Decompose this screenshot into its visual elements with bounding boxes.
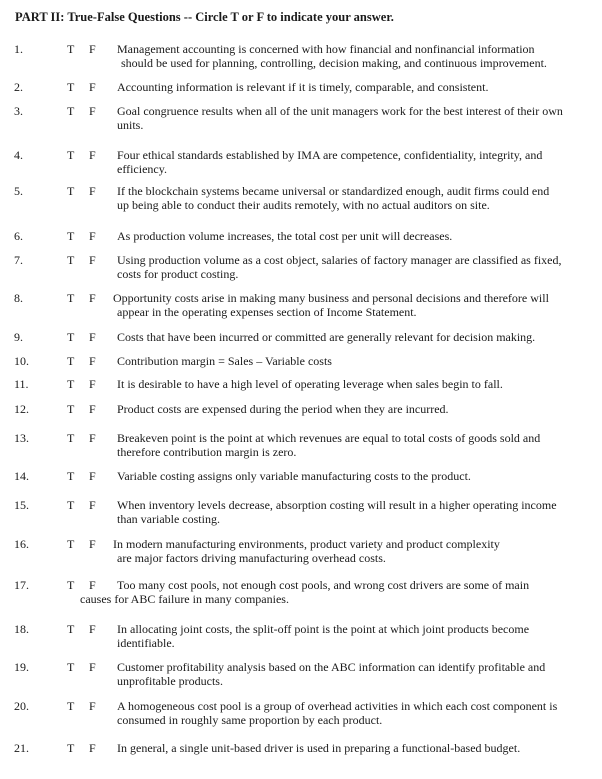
- question-text-line: Management accounting is concerned with how financial and nonfinancial information: [117, 42, 535, 56]
- question-text-line: Too many cost pools, not enough cost pools, and wrong cost drivers are some of main: [117, 578, 530, 592]
- question-text-line: Opportunity costs arise in making many business and personal decisions and therefore will: [113, 291, 549, 305]
- true-option[interactable]: T: [67, 148, 75, 162]
- question-number: 10.: [14, 354, 29, 368]
- question-number: 16.: [14, 537, 29, 551]
- question-number: 2.: [14, 80, 23, 94]
- question-text-line: Customer profitability analysis based on the ABC information can identify profitable and: [117, 660, 546, 674]
- question-text-line: than variable costing.: [117, 512, 220, 526]
- false-option[interactable]: F: [89, 291, 96, 305]
- true-option[interactable]: T: [67, 330, 75, 344]
- question-text-line: costs for product costing.: [117, 267, 239, 281]
- question-text: [80, 578, 589, 606]
- question-text-line: Using production volume as a cost object, salaries of factory manager are classified as fixed,: [117, 253, 562, 267]
- true-option[interactable]: T: [67, 578, 75, 592]
- question-text: [117, 104, 589, 132]
- question-text: [117, 354, 589, 368]
- question-text-line: When inventory levels decrease, absorption costing will result in a higher operating income: [117, 498, 557, 512]
- question-text-line: Accounting information is relevant if it is timely, comparable, and consistent.: [117, 80, 489, 94]
- question-number: 11.: [14, 377, 29, 391]
- false-option[interactable]: F: [89, 431, 96, 445]
- question-text-line: up being able to conduct their audits remotely, with no actual auditors on site.: [117, 198, 490, 212]
- true-option[interactable]: T: [67, 469, 75, 483]
- true-option[interactable]: T: [67, 498, 75, 512]
- true-option[interactable]: T: [67, 699, 75, 713]
- question-text-line: Four ethical standards established by IMA are competence, confidentiality, integrity, and: [117, 148, 543, 162]
- false-option[interactable]: F: [89, 660, 96, 674]
- true-option[interactable]: T: [67, 660, 75, 674]
- question-text-line: A homogeneous cost pool is a group of overhead activities in which each cost component is: [117, 699, 558, 713]
- question-number: 20.: [14, 699, 29, 713]
- false-option[interactable]: F: [89, 330, 96, 344]
- question-text: [117, 741, 589, 755]
- question-text-line: Costs that have been incurred or committed are generally relevant for decision making.: [117, 330, 536, 344]
- question-text-line: Product costs are expensed during the period when they are incurred.: [117, 402, 449, 416]
- question-text-line: causes for ABC failure in many companies.: [80, 592, 289, 606]
- false-option[interactable]: F: [89, 104, 96, 118]
- question-text: [113, 537, 585, 565]
- question-text-line: appear in the operating expenses section of Income Statement.: [117, 305, 417, 319]
- question-text-line: unprofitable products.: [117, 674, 223, 688]
- false-option[interactable]: F: [89, 498, 96, 512]
- question-text: [117, 148, 589, 176]
- true-option[interactable]: T: [67, 377, 75, 391]
- true-option[interactable]: T: [67, 291, 75, 305]
- question-text-line: In allocating joint costs, the split-off point is the point at which joint products become: [117, 622, 530, 636]
- true-option[interactable]: T: [67, 104, 75, 118]
- false-option[interactable]: F: [89, 80, 96, 94]
- question-number: 4.: [14, 148, 23, 162]
- question-text-line: Contribution margin = Sales – Variable costs: [117, 354, 332, 368]
- question-number: 3.: [14, 104, 23, 118]
- question-number: 1.: [14, 42, 23, 56]
- question-text-line: Breakeven point is the point at which revenues are equal to total costs of goods sold and: [117, 431, 541, 445]
- question-number: 7.: [14, 253, 23, 267]
- question-text-line: consumed in roughly same proportion by each product.: [117, 713, 383, 727]
- false-option[interactable]: F: [89, 578, 96, 592]
- question-text: [113, 291, 585, 319]
- false-option[interactable]: F: [89, 148, 96, 162]
- question-text: [117, 42, 589, 70]
- question-text: [117, 622, 589, 650]
- true-option[interactable]: T: [67, 184, 75, 198]
- question-number: 17.: [14, 578, 29, 592]
- question-text-line: units.: [117, 118, 144, 132]
- question-text: [117, 253, 589, 281]
- question-text-line: As production volume increases, the total cost per unit will decreases.: [117, 229, 453, 243]
- question-number: 5.: [14, 184, 23, 198]
- question-number: 6.: [14, 229, 23, 243]
- question-number: 14.: [14, 469, 29, 483]
- true-option[interactable]: T: [67, 354, 75, 368]
- false-option[interactable]: F: [89, 537, 96, 551]
- true-option[interactable]: T: [67, 741, 75, 755]
- question-number: 12.: [14, 402, 29, 416]
- true-option[interactable]: T: [67, 80, 75, 94]
- question-number: 8.: [14, 291, 23, 305]
- question-number: 21.: [14, 741, 29, 755]
- false-option[interactable]: F: [89, 354, 96, 368]
- false-option[interactable]: F: [89, 377, 96, 391]
- true-option[interactable]: T: [67, 229, 75, 243]
- true-option[interactable]: T: [67, 402, 75, 416]
- false-option[interactable]: F: [89, 253, 96, 267]
- false-option[interactable]: F: [89, 699, 96, 713]
- question-text: [117, 699, 589, 727]
- question-number: 18.: [14, 622, 29, 636]
- question-number: 13.: [14, 431, 29, 445]
- question-text-line: In modern manufacturing environments, product variety and product complexity: [113, 537, 500, 551]
- question-text-line: therefore contribution margin is zero.: [117, 445, 297, 459]
- question-text: [117, 229, 589, 243]
- question-text-line: efficiency.: [117, 162, 167, 176]
- question-text: [117, 431, 589, 459]
- false-option[interactable]: F: [89, 622, 96, 636]
- question-text-line: Variable costing assigns only variable manufacturing costs to the product.: [117, 469, 471, 483]
- question-text-line: If the blockchain systems became universal or standardized enough, audit firms could end: [117, 184, 550, 198]
- false-option[interactable]: F: [89, 741, 96, 755]
- true-option[interactable]: T: [67, 42, 75, 56]
- question-text-line: In general, a single unit-based driver is used in preparing a functional-based budget.: [117, 741, 521, 755]
- question-text-line: identifiable.: [117, 636, 175, 650]
- question-text-line: are major factors driving manufacturing overhead costs.: [117, 551, 386, 565]
- false-option[interactable]: F: [89, 184, 96, 198]
- question-text: [117, 377, 589, 391]
- false-option[interactable]: F: [89, 42, 96, 56]
- question-text-line: It is desirable to have a high level of operating leverage when sales begin to fall.: [117, 377, 503, 391]
- false-option[interactable]: F: [89, 229, 96, 243]
- question-text-line: Goal congruence results when all of the unit managers work for the best interest of their own: [117, 104, 563, 118]
- question-number: 15.: [14, 498, 29, 512]
- true-option[interactable]: T: [67, 253, 75, 267]
- question-number: 19.: [14, 660, 29, 674]
- true-option[interactable]: T: [67, 537, 75, 551]
- question-text: [117, 660, 589, 688]
- question-text: [117, 402, 589, 416]
- question-text: [117, 330, 589, 344]
- false-option[interactable]: F: [89, 469, 96, 483]
- true-option[interactable]: T: [67, 431, 75, 445]
- section-title: PART II: True-False Questions -- Circle T or F to indicate your answer.: [15, 10, 394, 24]
- question-text: [117, 80, 589, 94]
- false-option[interactable]: F: [89, 402, 96, 416]
- question-text: [117, 184, 589, 212]
- question-number: 9.: [14, 330, 23, 344]
- question-text: [117, 498, 589, 526]
- question-text-line: should be used for planning, controlling, decision making, and continuous improvement.: [121, 56, 547, 70]
- true-option[interactable]: T: [67, 622, 75, 636]
- question-text: [117, 469, 589, 483]
